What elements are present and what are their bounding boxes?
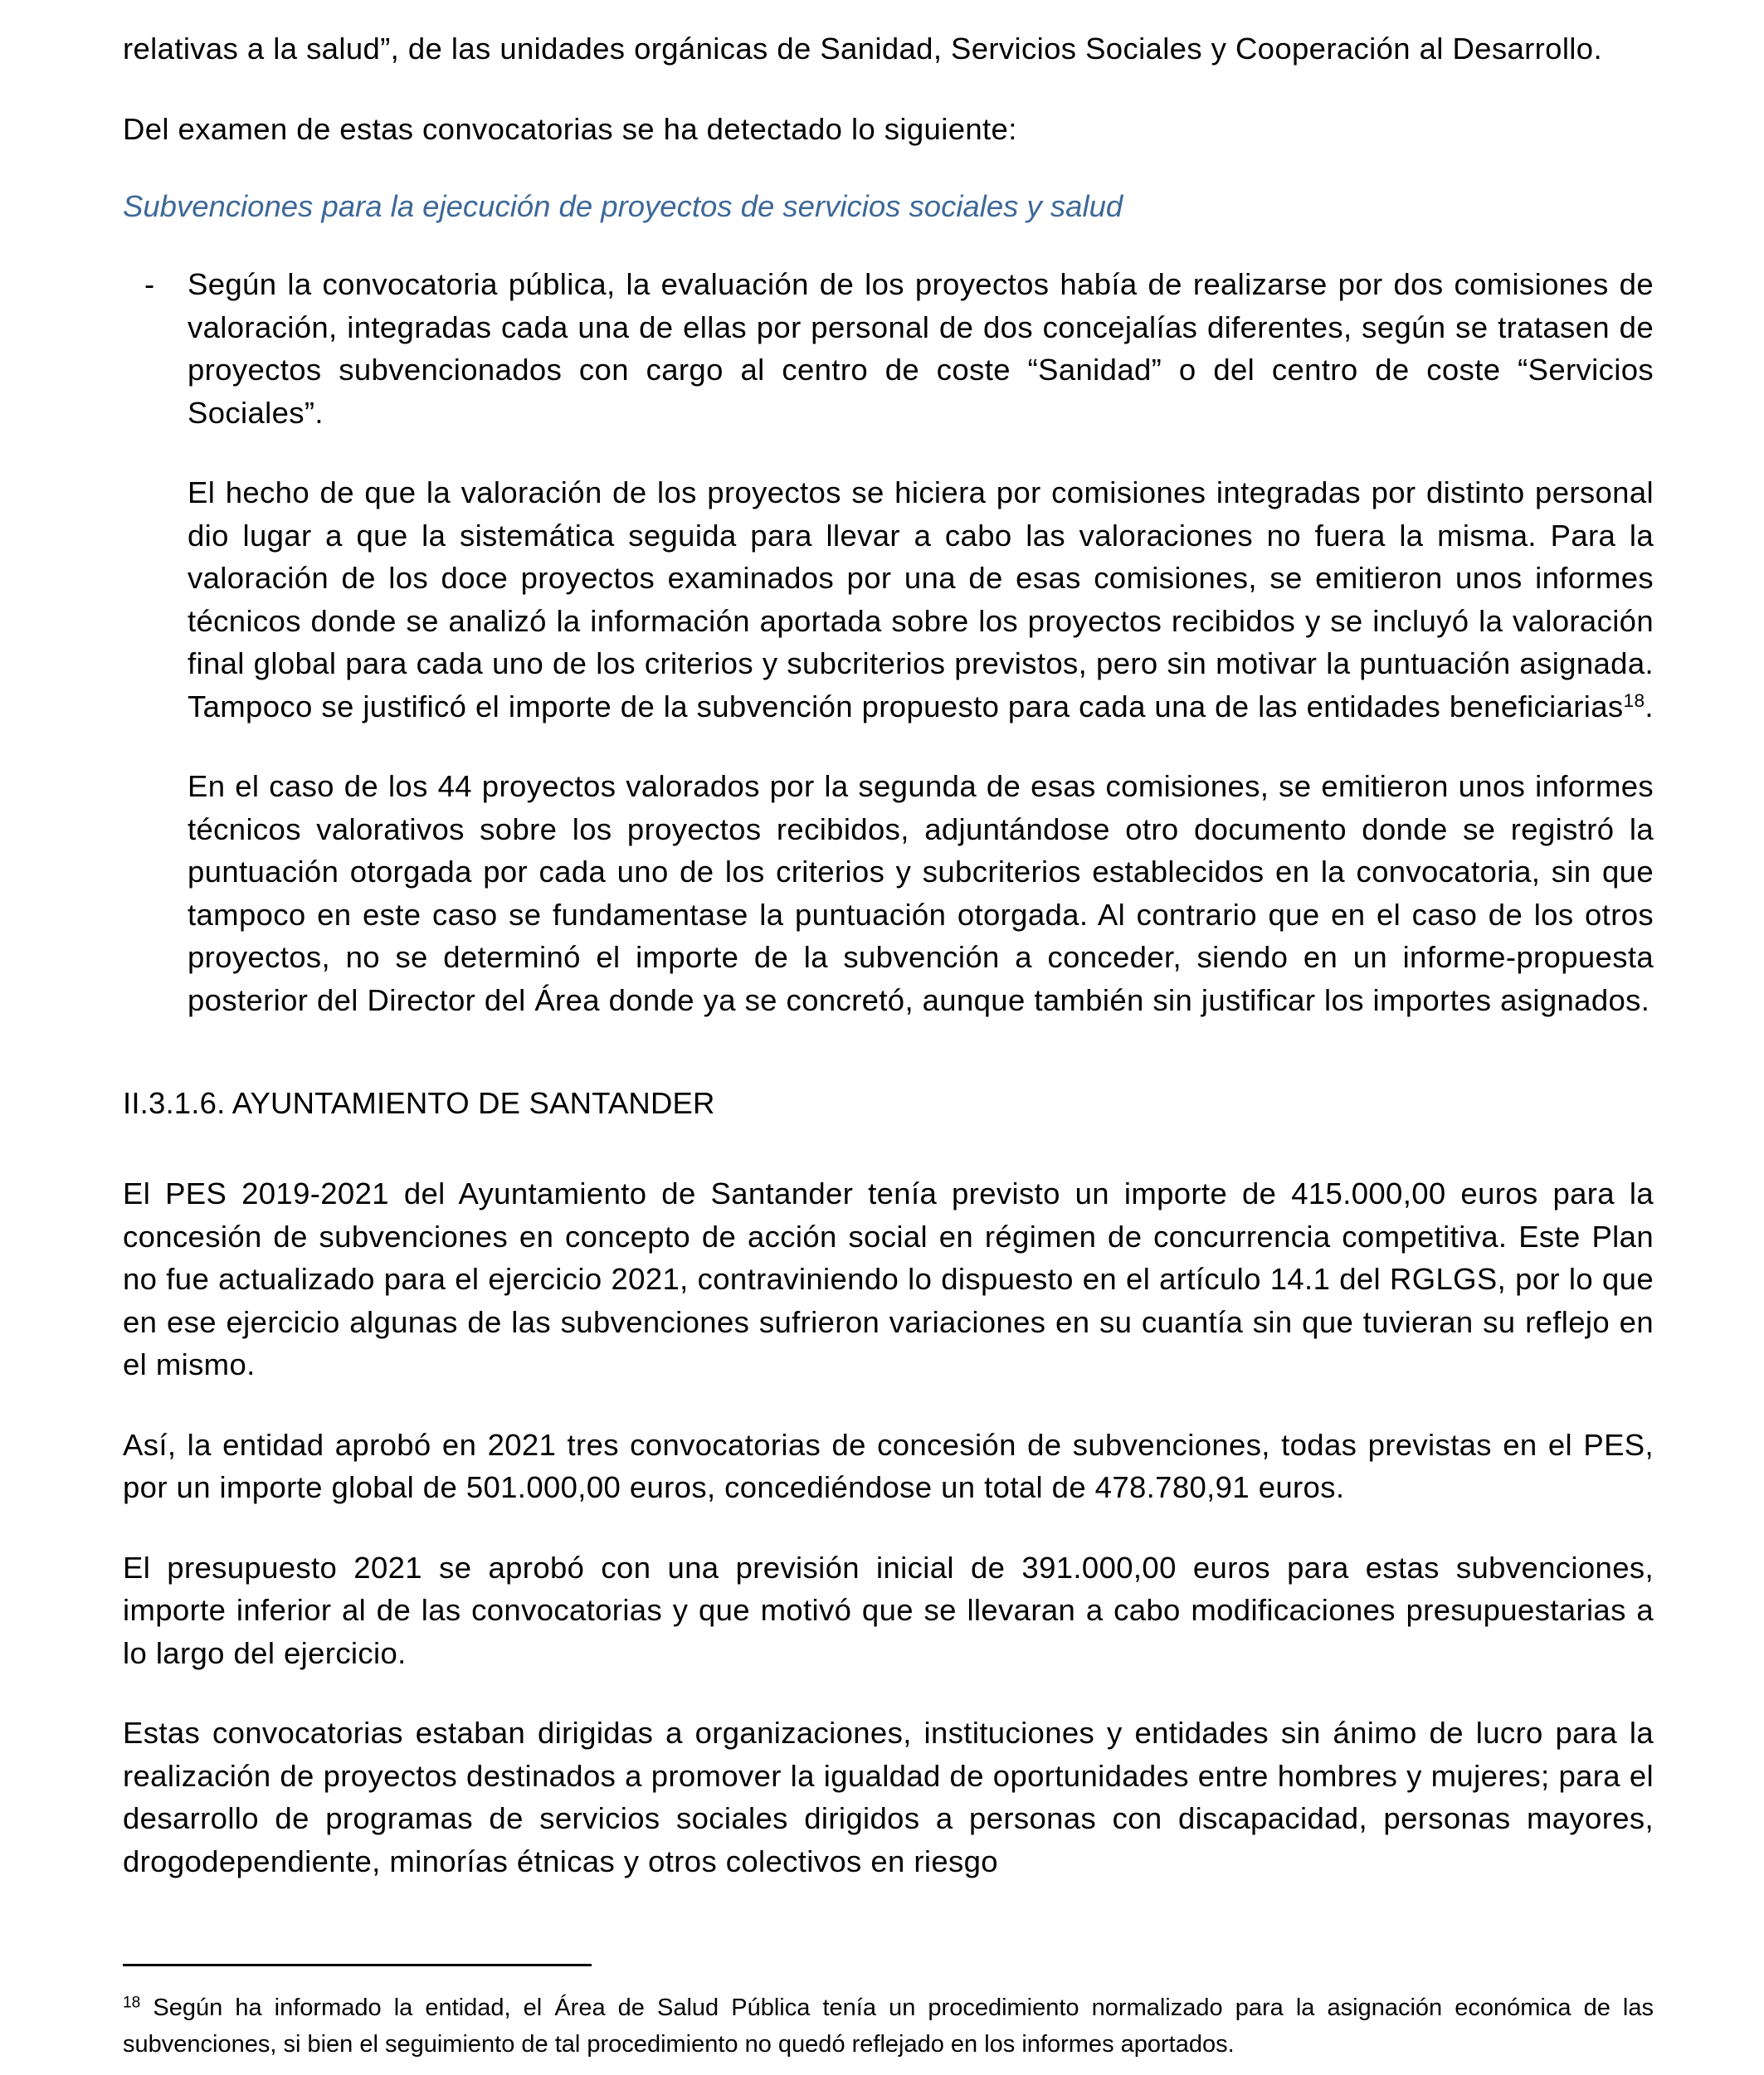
list-item bbox=[123, 263, 1654, 1021]
footnote-reference-18[interactable]: 18 bbox=[1623, 689, 1645, 711]
footnote-18 bbox=[123, 1990, 1654, 2063]
spacer-top bbox=[123, 0, 1654, 27]
spacer-6 bbox=[123, 1021, 1654, 1084]
footnote-area bbox=[123, 1964, 1654, 2063]
paragraph-continued: relativas a la salud”, de las unidades orgánicas de Sanidad, Servicios Sociales y Cooperación al Desarrollo. bbox=[123, 32, 1602, 66]
paragraph-presupuesto: El presupuesto 2021 se aprobó con una previsión inicial de 391.000,00 euros para estas subvenciones, importe inferior al de las convocatorias y que motivó que se llevaran a cabo modificaciones presupuestarias a lo largo del ejercicio. bbox=[123, 1550, 1654, 1670]
spacer-10 bbox=[123, 1674, 1654, 1712]
list-item-body bbox=[188, 263, 1654, 1021]
spacer-2 bbox=[123, 150, 1654, 188]
bullet-paragraph-2-tail: . bbox=[1645, 689, 1654, 723]
bullet-paragraph-2-text: El hecho de que la valoración de los proyectos se hiciera por comisiones integradas por distinto personal dio lugar a que la sistemática seguida para llevar a cabo las valoraciones no fuera la misma. Para la valoración de los doce proyectos examinados por una de esas comisiones, se emitieron unos informes técnicos donde se analizó la información aportada sobre los proyectos recibidos y se incluyó la valoración final global para cada uno de los criterios y subcriterios previstos, pero sin motivar la puntuación asignada. Tampoco se justificó el importe de la subvención propuesto para cada una de las entidades beneficiarias bbox=[188, 475, 1654, 723]
paragraph-pes: El PES 2019-2021 del Ayuntamiento de Santander tenía previsto un importe de 415.000,00 euros para la concesión de subvenciones en concepto de acción social en régimen de concurrencia competitiva. Este Plan no fue actualizado para el ejercicio 2021, contraviniendo lo dispuesto en el artículo 14.1 del RGLGS, por lo que en ese ejercicio algunas de las subvenciones sufrieron variaciones en su cuantía sin que tuvieran su reflejo en el mismo. bbox=[123, 1176, 1654, 1381]
paragraph-intro: Del examen de estas convocatorias se ha detectado lo siguiente: bbox=[123, 111, 1017, 146]
bullet-marker-icon: - bbox=[144, 267, 155, 301]
spacer-1 bbox=[123, 71, 1654, 108]
page-content bbox=[123, 0, 1654, 1883]
spacer-4 bbox=[188, 434, 1654, 471]
footnote-number: 18 bbox=[123, 1994, 141, 2012]
spacer-7 bbox=[123, 1123, 1654, 1172]
subheading-subvenciones: Subvenciones para la ejecución de proyectos de servicios sociales y salud bbox=[123, 189, 1123, 223]
paragraph-dirigidas: Estas convocatorias estaban dirigidas a organizaciones, instituciones y entidades sin ánimo de lucro para la realización de proyectos destinados a promover la igualdad de oportunidades entre hombres y mujeres; para el desarrollo de programas de servicios sociales dirigidos a personas con discapacidad, personas mayores, drogodependiente, minorías étnicas y otros colectivos en riesgo bbox=[123, 1716, 1654, 1878]
bullet-paragraph-1: Según la convocatoria pública, la evaluación de los proyectos había de realizarse por dos comisiones de valoración, integradas cada una de ellas por personal de dos concejalías diferentes, según se tratasen de proyectos subvencionados con cargo al centro de coste “Sanidad” o del centro de coste “Servicios Sociales”. bbox=[188, 267, 1654, 430]
bullet-paragraph-3: En el caso de los 44 proyectos valorados por la segunda de esas comisiones, se emitieron unos informes técnicos valorativos sobre los proyectos recibidos, adjuntándose otro documento donde se registró la puntuación otorgada por cada uno de los criterios y subcriterios establecidos en la convocatoria, sin que tampoco en este caso se fundamentase la puntuación otorgada. Al contrario que en el caso de los otros proyectos, no se determinó el importe de la subvención a conceder, siendo en un informe-propuesta posterior del Director del Área donde ya se concretó, aunque también sin justificar los importes asignados. bbox=[188, 769, 1654, 1017]
bullet-paragraph-2 bbox=[188, 471, 1654, 728]
spacer-9 bbox=[123, 1509, 1654, 1547]
spacer-5 bbox=[188, 728, 1654, 765]
footnote-text: Según ha informado la entidad, el Área de Salud Pública tenía un procedimiento normalizado para la asignación económica de las subvenciones, si bien el seguimiento de tal procedimiento no quedó reflejado en los informes aportados. bbox=[123, 1995, 1654, 2058]
spacer-3 bbox=[123, 226, 1654, 263]
paragraph-convocatorias: Así, la entidad aprobó en 2021 tres convocatorias de concesión de subvenciones, todas previstas en el PES, por un importe global de 501.000,00 euros, concediéndose un total de 478.780,91 euros. bbox=[123, 1427, 1654, 1504]
spacer-8 bbox=[123, 1386, 1654, 1424]
section-heading-ayuntamiento-santander: II.3.1.6. AYUNTAMIENTO DE SANTANDER bbox=[123, 1086, 715, 1120]
footnote-separator-rule bbox=[123, 1964, 592, 1966]
